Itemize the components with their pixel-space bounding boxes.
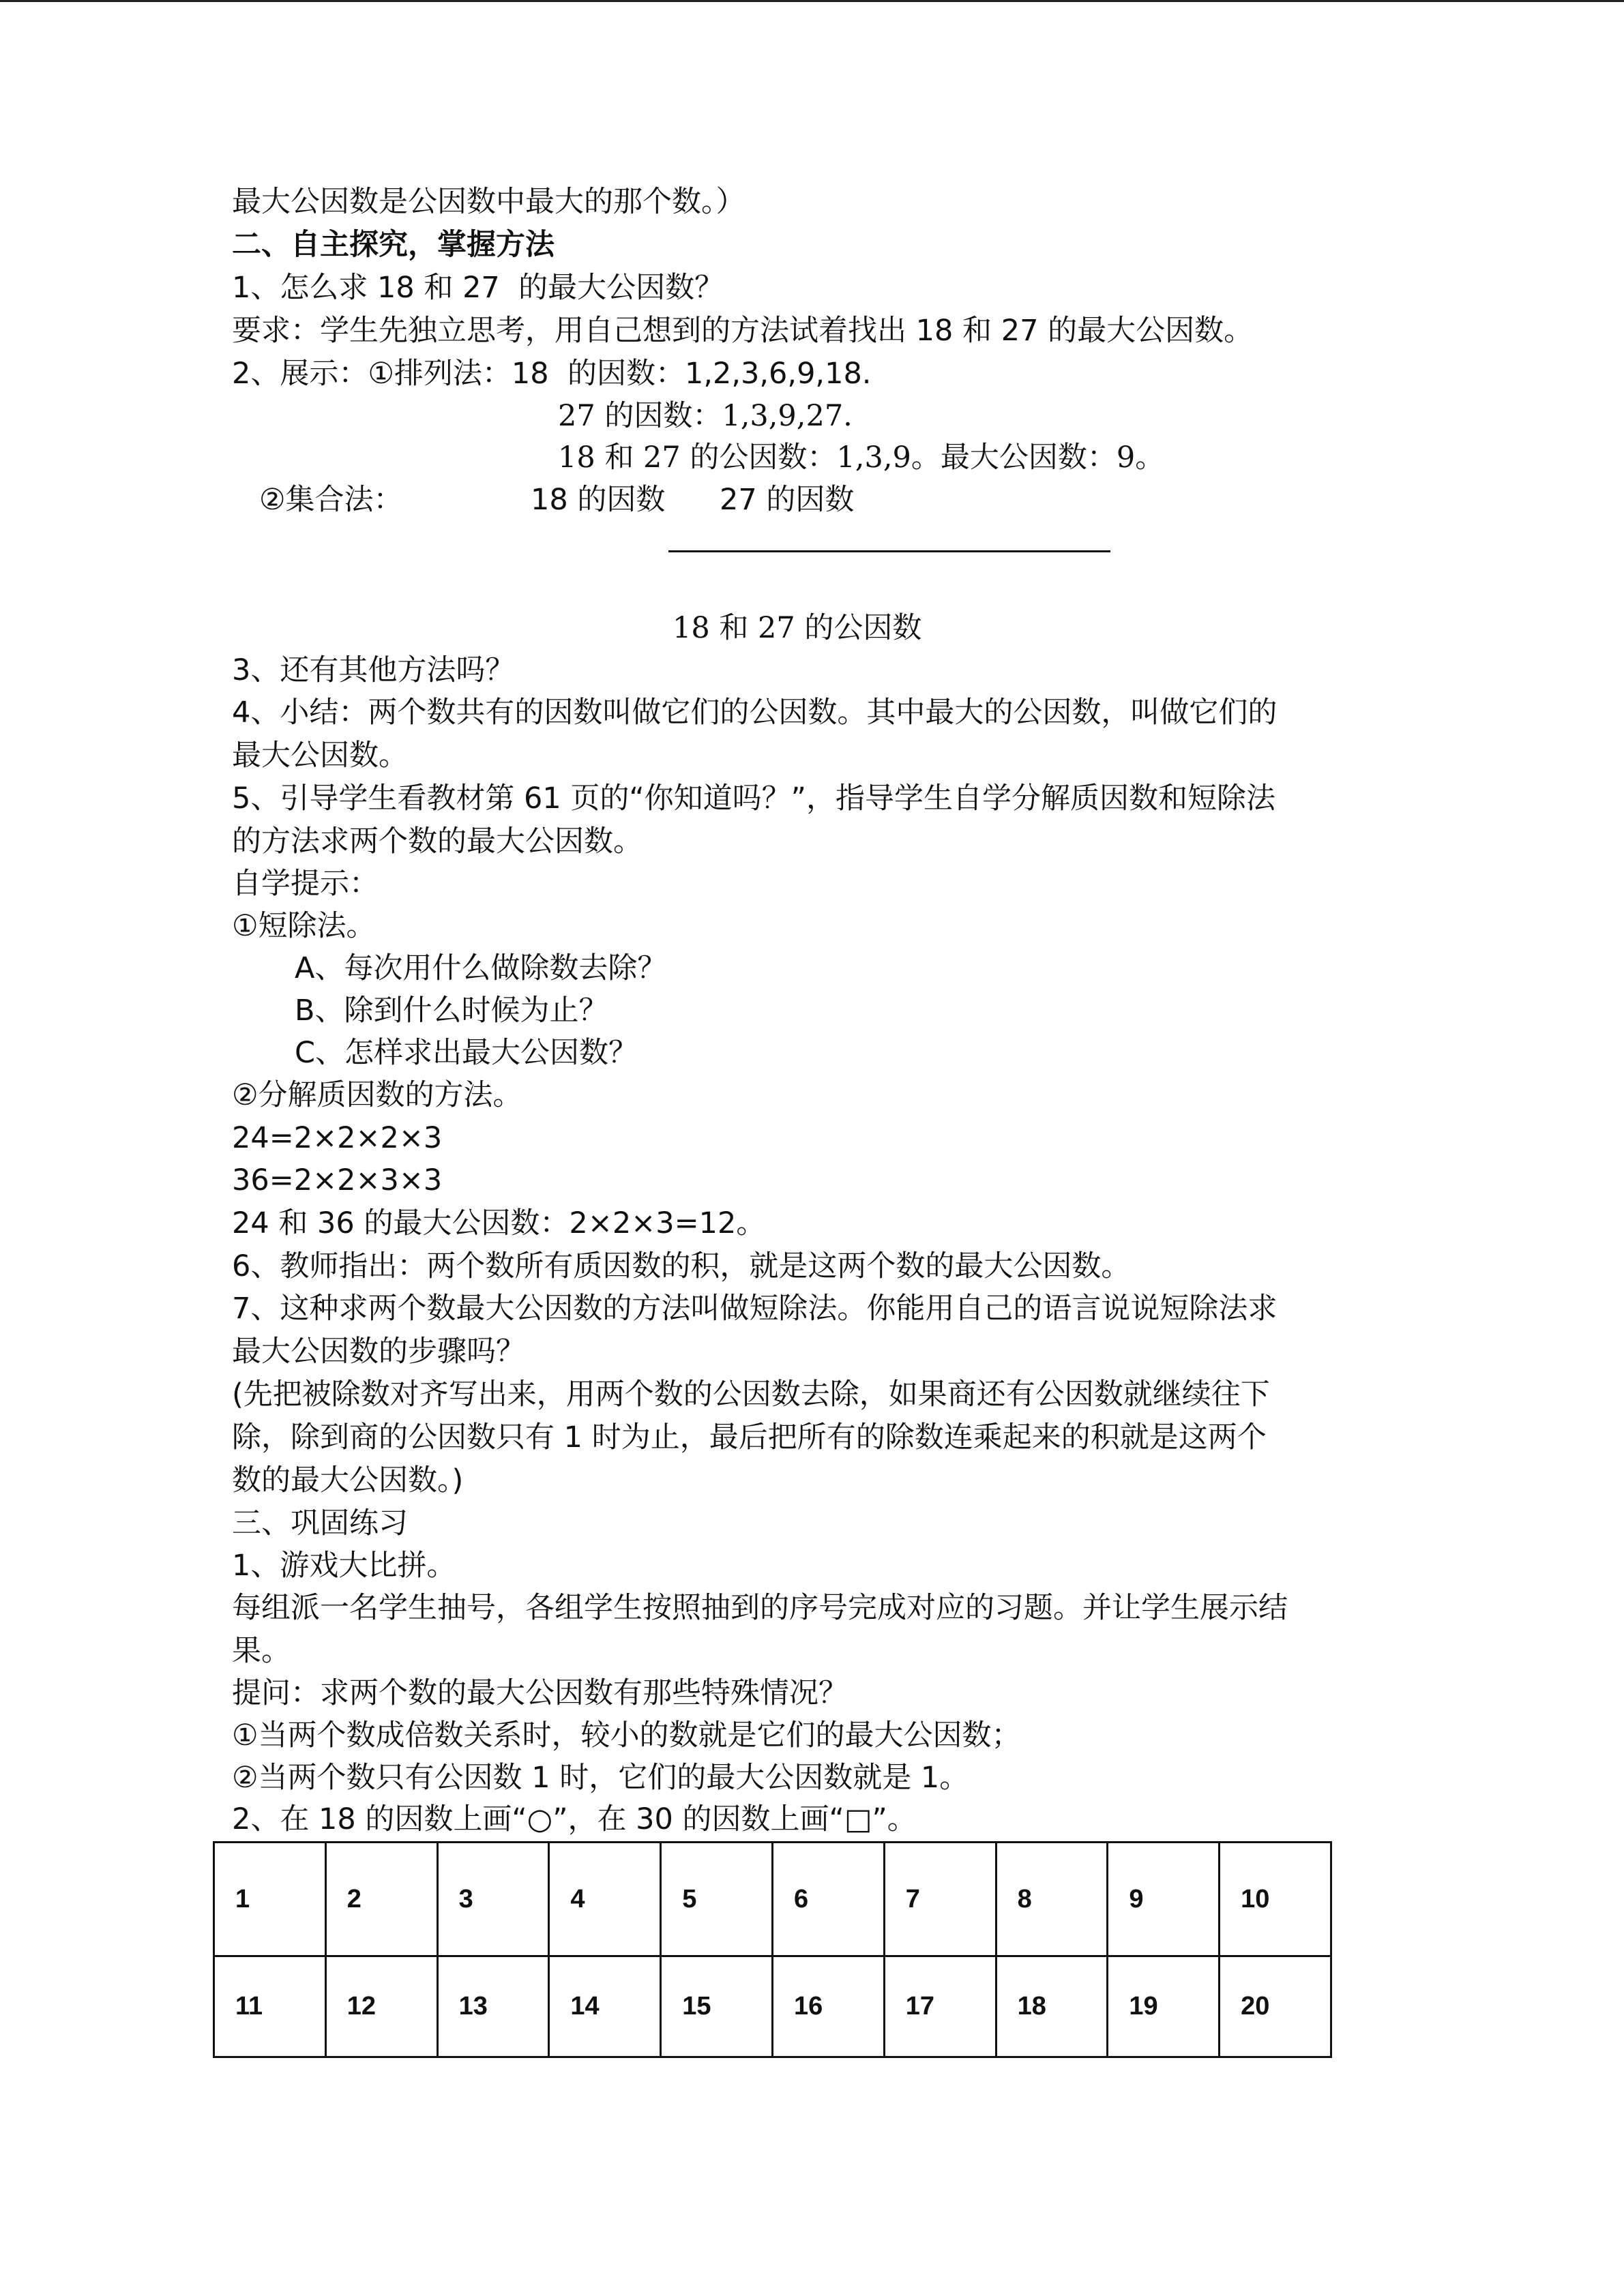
common-factors-line: 18 和 27 的公因数：1,3,9。最大公因数：9。: [558, 441, 1165, 475]
table-cell: 7: [884, 1843, 996, 1956]
explanation-line-1: (先把被除数对齐写出来，用两个数的公因数去除，如果商还有公因数就继续往下: [232, 1377, 1270, 1412]
summary-line-1: 4、小结：两个数共有的因数叫做它们的公因数。其中最大的公因数，叫做它们的: [232, 696, 1278, 730]
table-cell: 9: [1108, 1843, 1220, 1956]
set-method-label: ②集合法：: [259, 483, 403, 517]
table-cell: 17: [884, 1956, 996, 2057]
table-row: [214, 1843, 1331, 1956]
number-grid-table: [213, 1841, 1332, 2058]
set-label-18: 18 的因数: [531, 483, 666, 517]
method-line-2: 最大公因数的步骤吗？: [232, 1335, 525, 1369]
table-cell: 13: [437, 1956, 549, 2057]
game-desc-2: 果。: [232, 1634, 291, 1668]
question-special-cases: 提问：求两个数的最大公因数有那些特殊情况？: [232, 1676, 848, 1710]
equation-24: 24=2×2×2×3: [232, 1121, 443, 1155]
explanation-line-2: 除，除到商的公因数只有 1 时为止，最后把所有的除数连乘起来的积就是这两个: [232, 1420, 1267, 1455]
exercise-2-instruction: 2、在 18 的因数上画“○”，在 30 的因数上画“□”。: [232, 1802, 917, 1836]
question-1: 1、怎么求 18 和 27 的最大公因数？: [232, 271, 724, 305]
gcd-result-line: 24 和 36 的最大公因数：2×2×3=12。: [232, 1206, 766, 1240]
hint-c: C、怎样求出最大公因数？: [295, 1036, 638, 1070]
short-division-item: ①短除法。: [232, 909, 376, 943]
factors-of-27: 27 的因数：1,3,9,27.: [558, 399, 853, 433]
explanation-line-3: 数的最大公因数。): [232, 1463, 464, 1497]
table-cell: 11: [214, 1956, 326, 2057]
hint-a: A、每次用什么做除数去除？: [295, 951, 667, 985]
table-cell: 20: [1220, 1956, 1331, 2057]
table-cell: 19: [1108, 1956, 1220, 2057]
table-cell: 4: [549, 1843, 661, 1956]
table-cell: 14: [549, 1956, 661, 2057]
set-label-27: 27 的因数: [720, 483, 855, 517]
self-study-hint: 自学提示：: [232, 867, 379, 901]
prime-factorization-item: ②分解质因数的方法。: [232, 1078, 522, 1112]
table-cell: 8: [996, 1843, 1108, 1956]
table-cell: 16: [772, 1956, 884, 2057]
special-case-1: ①当两个数成倍数关系时，较小的数就是它们的最大公因数；: [232, 1718, 1021, 1753]
game-title: 1、游戏大比拼。: [232, 1549, 456, 1583]
table-cell: 18: [996, 1956, 1108, 2057]
table-cell: 12: [325, 1956, 437, 2057]
table-cell: 6: [772, 1843, 884, 1956]
table-row: [214, 1956, 1331, 2057]
hint-b: B、除到什么时候为止？: [295, 994, 608, 1028]
table-cell: 2: [325, 1843, 437, 1956]
display-list-method: 2、展示：①排列法：18 的因数：1,2,3,6,9,18.: [232, 357, 872, 391]
equation-36: 36=2×2×3×3: [232, 1163, 443, 1197]
special-case-2: ②当两个数只有公因数 1 时，它们的最大公因数就是 1。: [232, 1761, 969, 1795]
method-line-1: 7、这种求两个数最大公因数的方法叫做短除法。你能用自己的语言说说短除法求: [232, 1292, 1278, 1326]
requirement-line: 要求：学生先独立思考，用自己想到的方法试着找出 18 和 27 的最大公因数。: [232, 314, 1254, 348]
table-cell: 3: [437, 1843, 549, 1956]
page-top-border: [0, 0, 1624, 2]
teacher-note: 6、教师指出：两个数所有质因数的积，就是这两个数的最大公因数。: [232, 1249, 1131, 1283]
table-cell: 10: [1220, 1843, 1331, 1956]
section-heading-3: 三、巩固练习: [232, 1506, 408, 1540]
guide-line-1: 5、引导学生看教材第 61 页的“你知道吗？”，指导学生自学分解质因数和短除法: [232, 781, 1275, 816]
set-label-common: 18 和 27 的公因数: [673, 611, 922, 645]
table-cell: 15: [661, 1956, 773, 2057]
section-heading-2: 二、自主探究，掌握方法: [232, 228, 555, 262]
question-3: 3、还有其他方法吗？: [232, 653, 515, 687]
table-cell: 1: [214, 1843, 326, 1956]
set-diagram-divider: [668, 550, 1110, 552]
table-cell: 5: [661, 1843, 773, 1956]
game-desc-1: 每组派一名学生抽号，各组学生按照抽到的序号完成对应的习题。并让学生展示结: [232, 1591, 1288, 1625]
summary-line-2: 最大公因数。: [232, 739, 408, 773]
text-line-1: 最大公因数是公因数中最大的那个数。）: [232, 185, 745, 219]
guide-line-2: 的方法求两个数的最大公因数。: [232, 824, 643, 859]
